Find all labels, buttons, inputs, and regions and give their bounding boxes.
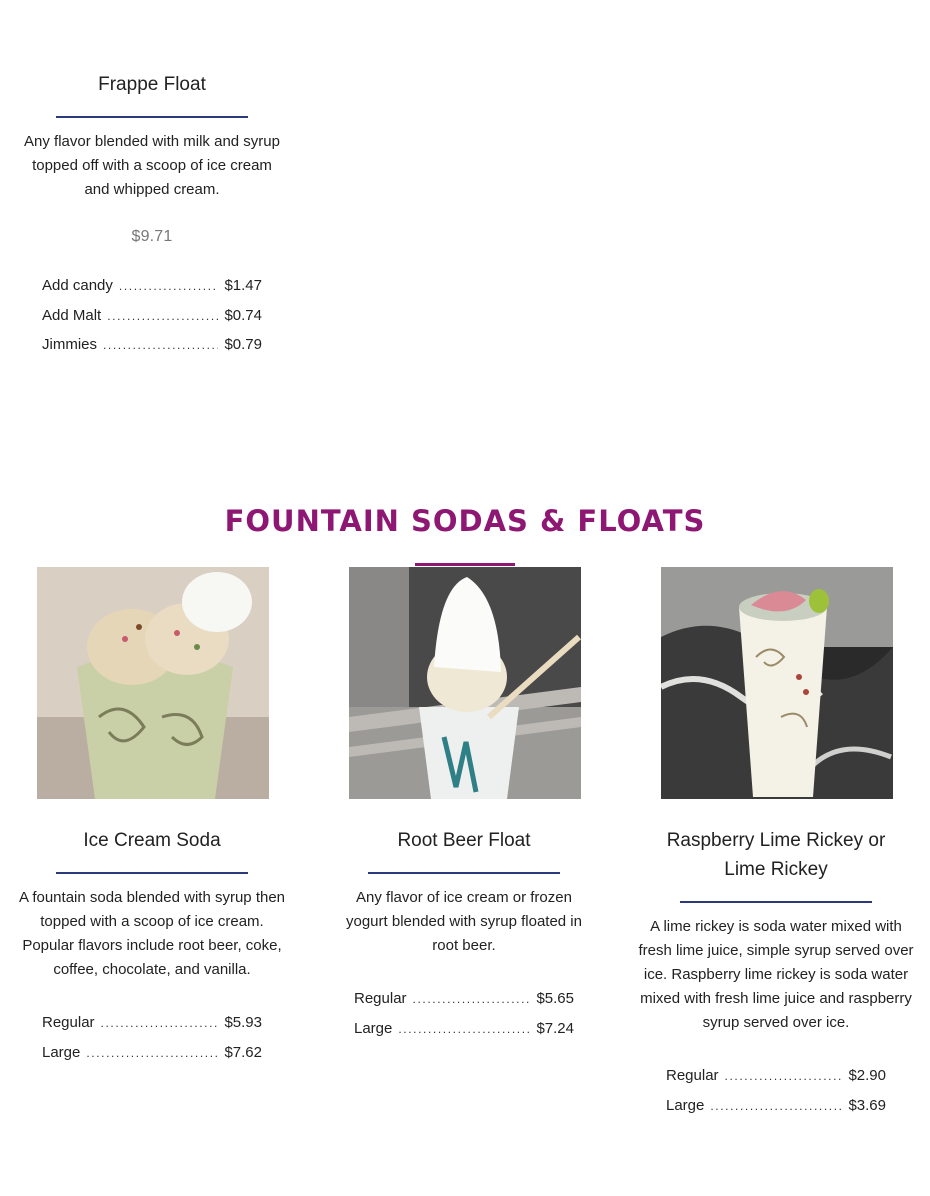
float-cup-image-icon: [349, 567, 581, 799]
section-divider: [415, 563, 515, 566]
dot-leader: [103, 331, 218, 361]
option-list: [42, 1008, 262, 1067]
dot-leader: [107, 302, 218, 332]
divider: [368, 872, 560, 874]
option-list: [42, 271, 262, 360]
dot-leader: [86, 1039, 218, 1069]
root-beer-float-photo[interactable]: [349, 567, 581, 799]
divider: [56, 872, 248, 874]
item-name: Raspberry Lime Rickey or Lime Rickey: [666, 830, 886, 880]
item-name: Ice Cream Soda: [83, 830, 221, 851]
item-price: $9.71: [131, 228, 173, 245]
divider: [56, 116, 248, 118]
option-row[interactable]: Large ..... $3.69: [666, 1091, 886, 1121]
dot-leader: [398, 1015, 530, 1045]
lime-rickey-photo[interactable]: [661, 567, 893, 799]
item-name: Frappe Float: [98, 74, 206, 95]
item-description: A fountain soda blended with syrup then topped with a scoop of ice cream. Popular flavors include root beer, coke, coffee, chocolate, and vanilla.: [18, 889, 286, 978]
option-list: [354, 984, 574, 1043]
next-item-photo-1[interactable]: [37, 1186, 269, 1196]
option-row[interactable]: Add Malt ..... $0.74: [42, 301, 262, 331]
option-row[interactable]: Regular ..... $5.93: [42, 1008, 262, 1038]
photo-strip-icon: [37, 1186, 269, 1196]
ice-cream-soda-photo[interactable]: [37, 567, 269, 799]
option-row[interactable]: Regular ..... $5.65: [354, 984, 574, 1014]
option-row[interactable]: Large ..... $7.24: [354, 1014, 574, 1044]
next-item-photo-3[interactable]: [661, 1186, 893, 1196]
item-description: Any flavor of ice cream or frozen yogurt blended with syrup floated in root beer.: [346, 889, 582, 954]
item-description: Any flavor blended with milk and syrup topped off with a scoop of ice cream and whipped cream.: [24, 133, 280, 198]
option-list: [666, 1061, 886, 1120]
next-item-photo-2[interactable]: [349, 1186, 581, 1196]
photo-strip-icon: [349, 1186, 581, 1196]
option-row[interactable]: Regular ..... $2.90: [666, 1061, 886, 1091]
rickey-cup-image-icon: [661, 567, 893, 799]
divider: [680, 901, 872, 903]
cup-image-icon: [37, 0, 269, 42]
option-row[interactable]: Jimmies ..... $0.79: [42, 330, 262, 360]
dot-leader: [101, 1009, 219, 1039]
dot-leader: [119, 272, 219, 302]
item-description: A lime rickey is soda water mixed with fresh lime juice, simple syrup served over ice. Raspberry lime rickey is soda water mixed with fresh lime juice and raspberry syrup served over ice.: [638, 918, 914, 1031]
dot-leader: [710, 1092, 842, 1122]
ice-cream-cup-image-icon: [37, 567, 269, 799]
option-row[interactable]: Large ..... $7.62: [42, 1038, 262, 1068]
frappe-float-photo[interactable]: [37, 0, 269, 42]
dot-leader: [725, 1062, 843, 1092]
dot-leader: [413, 985, 531, 1015]
option-row[interactable]: Add candy ..... $1.47: [42, 271, 262, 301]
item-name: Root Beer Float: [397, 830, 531, 851]
photo-strip-icon: [661, 1186, 893, 1196]
section-title: FOUNTAIN SODAS & FLOATS: [224, 504, 706, 538]
